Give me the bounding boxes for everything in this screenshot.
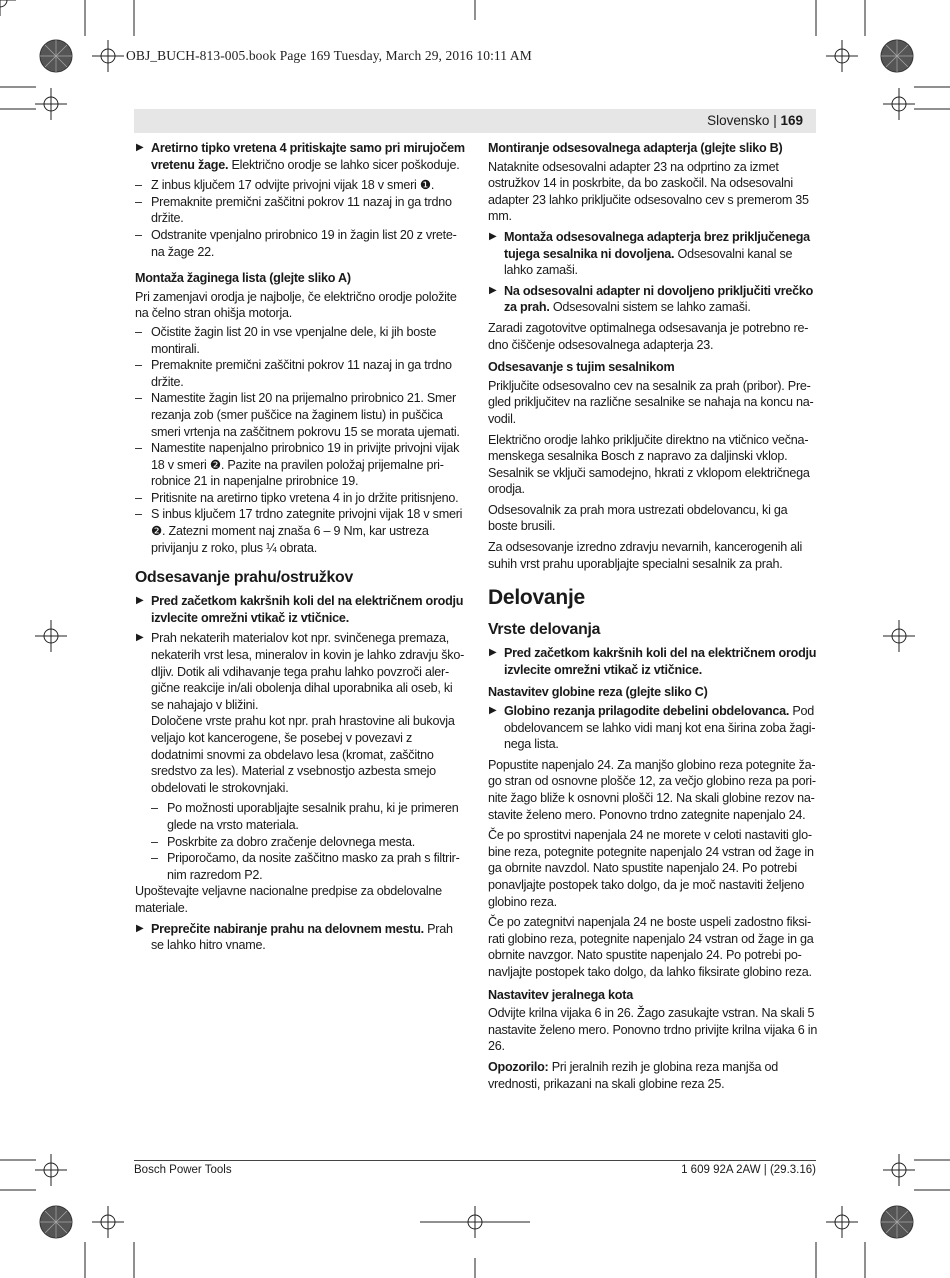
step-item: – Z inbus ključem 17 odvijte privojni vijak 18 v smeri ❶. xyxy=(135,177,465,194)
page-number: 169 xyxy=(780,113,803,128)
paragraph: Nataknite odsesovalni adapter 23 na odprtino za izmet ostružkov 14 in poskrbite, da bo zaskočil. Na odsesovalni adapter 23 lahko priključite odsesovalno cev s premerom 35 mm. xyxy=(488,159,809,224)
paragraph: Določene vrste prahu kot npr. prah hrastovine ali bukovja veljajo kot kancerogene, še posebej v povezavi z dodatnimi snovmi za obdelavo lesa (kromat, zaščitno sredstvo za les). Material z vsebnostjo azbesta smejo obdelovati le strokovnjaki. xyxy=(151,714,455,795)
warning-item: ▶ Globino rezanja prilagodite debelini obdelovanca. Pod obdelovancem se lahko vidi manj kot ena širina zoba žaginega lista. xyxy=(488,703,818,753)
warning-item: ▶ Pred začetkom kakršnih koli del na električnem orodju izvlecite omrežni vtikač iz vtičnice. xyxy=(135,593,465,626)
step-item: – Premaknite premični zaščitni pokrov 11 nazaj in ga trdno držite. xyxy=(135,194,465,227)
step-item: – Očistite žagin list 20 in vse vpenjalne dele, ki jih boste montirali. xyxy=(135,324,465,357)
warning-item: ▶ Pred začetkom kakršnih koli del na električnem orodju izvlecite omrežni vtikač iz vtičnice. xyxy=(488,645,818,678)
footer-code: 1 609 92A 2AW | (29.3.16) xyxy=(681,1164,816,1176)
page-header: Slovensko | 169 xyxy=(134,109,816,133)
warning-item: ▶ Na odsesovalni adapter ni dovoljeno priključiti vrečko za prah. Odsesovalni sistem se lahko zamaši. xyxy=(488,283,818,316)
section-heading: Odsesavanje s tujim sesalnikom xyxy=(488,360,675,375)
section-heading: Vrste delovanja xyxy=(488,621,601,639)
paragraph: Električno orodje lahko priključite direktno na vtičnico večnamenskega sesalnika Bosch z napravo za daljinski vklop. Sesalnik se vključi samodejno, hkrati z vklopom električnega orodja. xyxy=(488,432,810,497)
step-item: – Po možnosti uporabljajte sesalnik prahu, ki je primeren glede na vrsto materiala. xyxy=(135,800,465,833)
paragraph: Če po zategnitvi napenjala 24 ne boste uspeli zadostno fiksirati globino reza, potegnite napenjalo 24 vstran od žage in ga obrnite navzgor. Nato spustite napenjalo 24. Po potrebi ponavljajte postopek tako dolgo, da lahko fiksirate globino reza. xyxy=(488,915,814,979)
paragraph: Priključite odsesovalno cev na sesalnik za prah (pribor). Pregled priključitev na različne sesalnike se nahaja na koncu navodil. xyxy=(488,378,814,426)
paragraph: Zaradi zagotovitve optimalnega odsesavanja je potrebno redno čiščenje odsesovalnega adapterja 23. xyxy=(488,320,809,352)
warning-item: ▶ Prah nekaterih materialov kot npr. svinčenega premaza, nekaterih vrst lesa, mineralov in kovin je lahko zdravju škodljiv. Dotik ali vdihavanje tega prahu lahko povzroči alergične reakcije in/ali obolenja dihal uporabnika ali oseb, ki se nahajajo v bližini. xyxy=(135,630,465,713)
step-item: – Poskrbite za dobro zračenje delovnega mesta. xyxy=(135,834,465,851)
step-item: – Pritisnite na aretirno tipko vretena 4 in jo držite pritisnjeno. xyxy=(135,490,465,507)
paragraph: Za odsesovanje izredno zdravju nevarnih, kancerogenih ali suhih vrst prahu uporabljajte specialni sesalnik za prah. xyxy=(488,540,803,571)
warning-item: ▶ Preprečite nabiranje prahu na delovnem mestu. Prah se lahko hitro vname. xyxy=(135,921,465,954)
chapter-heading: Delovanje xyxy=(488,586,585,610)
right-column xyxy=(488,140,818,1096)
section-heading: Nastavitev jeralnega kota xyxy=(488,987,633,1002)
section-heading: Odsesavanje prahu/ostružkov xyxy=(135,569,353,587)
step-item: – Odstranite vpenjalno prirobnico 19 in žagin list 20 z vretena žage 22. xyxy=(135,227,465,260)
paragraph: Opozorilo: Pri jeralnih rezih je globina reza manjša od vrednosti, prikazani na skali globine reza 25. xyxy=(488,1059,779,1091)
step-item: – Priporočamo, da nosite zaščitno masko za prah s filtrirnim razredom P2. xyxy=(135,850,465,883)
warning-item: ▶ Montaža odsesovalnega adapterja brez priključenega tujega sesalnika ni dovoljena. Odsesovalni kanal se lahko zamaši. xyxy=(488,229,818,279)
paragraph: Popustite napenjalo 24. Za manjšo globino reza potegnite žago stran od osnovne plošče 12, za večjo globino reza pa porinite žago bliže k osnovni plošči 12. Na skali globine rezov nastavite želeno mero. Ponovno trdno zategnite napenjalo 24. xyxy=(488,757,817,822)
step-item: – S inbus ključem 17 trdno zategnite privojni vijak 18 v smeri ❷. Zatezni moment naj znaša 6 – 9 Nm, kar ustreza privijanju z roko, plus ¼ obrata. xyxy=(135,506,465,556)
left-column xyxy=(135,140,465,958)
step-item: – Premaknite premični zaščitni pokrov 11 nazaj in ga trdno držite. xyxy=(135,357,465,390)
section-heading: Nastavitev globine reza (glejte sliko C) xyxy=(488,685,708,700)
paragraph: Pri zamenjavi orodja je najbolje, če električno orodje položite na čelno stran ohišja motorja. xyxy=(135,289,457,321)
step-item: – Namestite žagin list 20 na prijemalno prirobnico 21. Smer rezanja zob (smer puščice na žaginem listu) in puščica smeri vrtenja na zaščitnem pokrovu 15 se morata ujemati. xyxy=(135,390,465,440)
paragraph: Odvijte krilna vijaka 6 in 26. Žago zasukajte vstran. Na skali 5 nastavite želeno mero. Ponovno trdno privijte krilna vijaka 6 in 26. xyxy=(488,1006,818,1054)
step-item: – Namestite napenjalno prirobnico 19 in privijte privojni vijak 18 v smeri ❷. Pazite na pravilen položaj prijemalne prirobnice 21 in napenjalne prirobnice 19. xyxy=(135,440,465,490)
paragraph: Odsesovalnik za prah mora ustrezati obdelovancu, ki ga boste brusili. xyxy=(488,502,788,534)
section-heading: Montaža žaginega lista (glejte sliko A) xyxy=(135,271,351,286)
warning-item: ▶ Aretirno tipko vretena 4 pritiskajte samo pri mirujočem vretenu žage. Električno orodje se lahko sicer poškoduje. xyxy=(135,140,465,173)
section-heading: Montiranje odsesovalnega adapterja (glejte sliko B) xyxy=(488,141,783,155)
paragraph: Če po sprostitvi napenjala 24 ne morete v celoti nastaviti globine reza, potegnite potegnite napenjalo 24 vstran od žage in ga obrnite navzdol. Nato spustite napenjalo 24. Po potrebi ponavljajte postopek tako dolgo, da je moč nastaviti željeno globino reza. xyxy=(488,828,814,909)
page-footer xyxy=(134,1160,816,1176)
footer-publisher: Bosch Power Tools xyxy=(134,1164,232,1176)
header-language: Slovensko xyxy=(707,113,770,128)
book-slug: OBJ_BUCH-813-005.book Page 169 Tuesday, March 29, 2016 10:11 AM xyxy=(126,48,532,63)
paragraph: Upoštevajte veljavne nacionalne predpise za obdelovalne materiale. xyxy=(135,884,442,915)
